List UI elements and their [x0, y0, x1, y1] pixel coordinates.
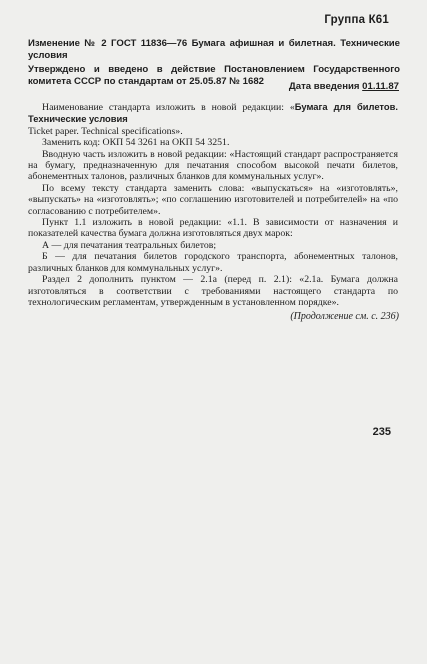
- paragraph-section-2: Раздел 2 дополнить пунктом — 2.1а (перед п. 2.1): «2.1а. Бумага должна изготовляться в соответствии с требованиями настоящего стандарта по технологическим регламентам, утвержденным в установленном порядке».: [28, 274, 398, 308]
- paragraph-clause-1-1: Пункт 1.1 изложить в новой редакции: «1.1. В зависимости от назначения и показателей качества бумага должна изготовляться двух марок:: [28, 217, 398, 240]
- paragraph-words: По всему тексту стандарта заменить слова: «выпускаться» на «изготовлять», «выпускать» на «изготовлять»; «по соглашению изготовителей и потребителей» на «по согласованию с потребителем».: [28, 182, 398, 217]
- paragraph-title-change: [28, 101, 398, 126]
- paragraph-title-change-title: Бумага для билетов. Технические условия: [28, 101, 398, 125]
- paragraph-code: Заменить код: ОКП 54 3261 на ОКП 54 3251.: [42, 137, 230, 149]
- page-number: 235: [372, 426, 391, 438]
- paragraph-title-change-lead: Наименование стандарта изложить в новой редакции: «: [42, 102, 295, 113]
- introduction-date-value: 01.11.87: [362, 81, 399, 92]
- paragraph-grade-b: Б — для печатания билетов городского транспорта, абонементных талонов, различных бланков для коммунальных услуг».: [28, 251, 398, 274]
- document-body: [28, 101, 398, 308]
- paragraph-title-english: Ticket paper. Technical specifications».: [28, 125, 183, 137]
- paragraph-grade-a: А — для печатания театральных билетов;: [42, 239, 217, 251]
- continuation-note: (Продолжение см. с. 236): [290, 311, 399, 322]
- approval-statement: Утверждено и введено в действие Постановлением Государственного комитета СССР по стандартам от 25.05.87 № 1682: [28, 64, 400, 87]
- change-title: Изменение № 2 ГОСТ 11836—76 Бумага афишная и билетная. Технические условия: [28, 38, 400, 61]
- introduction-date-label: Дата введения: [288, 81, 360, 92]
- group-code: Группа К61: [324, 14, 389, 26]
- paragraph-intro: Вводную часть изложить в новой редакции: «Настоящий стандарт распространяется на бумагу, предназначенную для печатания способом высокой печати билетов, абонементных талонов, различных бланков для коммунальных услуг».: [28, 148, 398, 183]
- introduction-date: [289, 81, 399, 92]
